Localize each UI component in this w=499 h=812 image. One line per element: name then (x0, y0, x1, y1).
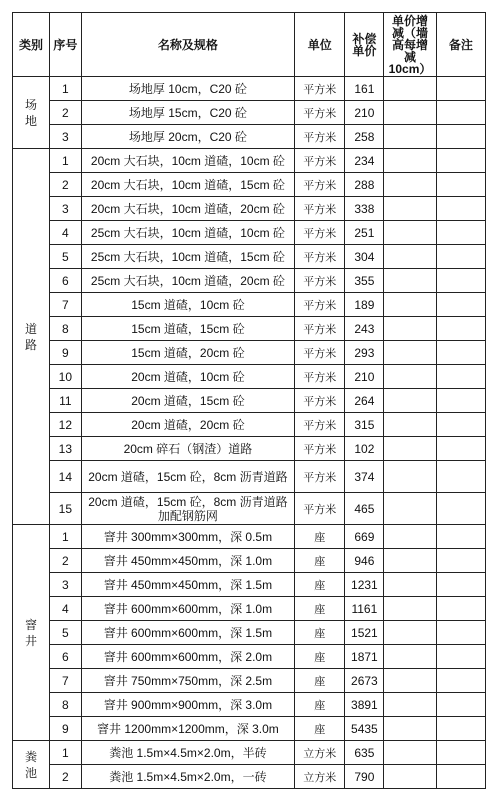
seq-cell: 11 (49, 389, 81, 413)
remark-cell (436, 389, 485, 413)
adjust-cell (384, 413, 436, 437)
remark-cell (436, 413, 485, 437)
price-cell: 669 (345, 525, 384, 549)
seq-cell: 9 (49, 341, 81, 365)
adjust-cell (384, 173, 436, 197)
table-row (13, 317, 486, 341)
table-row (13, 437, 486, 461)
remark-cell (436, 437, 485, 461)
table-row (13, 549, 486, 573)
price-cell: 210 (345, 101, 384, 125)
adjust-cell (384, 77, 436, 101)
spec-cell: 窨井 600mm×600mm，深 2.0m (81, 645, 294, 669)
price-cell: 465 (345, 493, 384, 525)
spec-cell: 20cm 大石块，10cm 道碴，15cm 砼 (81, 173, 294, 197)
spec-cell: 20cm 大石块，10cm 道碴，10cm 砼 (81, 149, 294, 173)
spec-cell: 15cm 道碴，10cm 砼 (81, 293, 294, 317)
spec-cell: 窨井 1200mm×1200mm，深 3.0m (81, 717, 294, 741)
table-row (13, 341, 486, 365)
spec-cell: 窨井 300mm×300mm，深 0.5m (81, 525, 294, 549)
spec-cell: 场地厚 20cm，C20 砼 (81, 125, 294, 149)
adjust-cell (384, 317, 436, 341)
seq-cell: 1 (49, 525, 81, 549)
adjust-cell (384, 717, 436, 741)
remark-cell (436, 597, 485, 621)
seq-cell: 13 (49, 437, 81, 461)
remark-cell (436, 245, 485, 269)
adjust-cell (384, 341, 436, 365)
spec-cell: 20cm 道碴，20cm 砼 (81, 413, 294, 437)
category-cell: 粪池 (13, 741, 50, 789)
unit-cell: 座 (295, 693, 345, 717)
adjust-cell (384, 125, 436, 149)
adjust-cell (384, 221, 436, 245)
spec-cell: 粪池 1.5m×4.5m×2.0m，一砖 (81, 765, 294, 789)
table-row (13, 125, 486, 149)
seq-cell: 7 (49, 669, 81, 693)
remark-cell (436, 765, 485, 789)
remark-cell (436, 365, 485, 389)
adjust-cell (384, 693, 436, 717)
remark-cell (436, 221, 485, 245)
spec-cell: 窨井 450mm×450mm，深 1.5m (81, 573, 294, 597)
unit-cell: 座 (295, 669, 345, 693)
unit-cell: 平方米 (295, 269, 345, 293)
remark-cell (436, 173, 485, 197)
unit-cell: 平方米 (295, 413, 345, 437)
seq-cell: 10 (49, 365, 81, 389)
unit-cell: 平方米 (295, 365, 345, 389)
header-price: 补偿单价 (345, 13, 384, 77)
header-remark: 备注 (436, 13, 485, 77)
unit-cell: 平方米 (295, 197, 345, 221)
adjust-cell (384, 573, 436, 597)
unit-cell: 座 (295, 573, 345, 597)
spec-cell: 15cm 道碴，20cm 砼 (81, 341, 294, 365)
table-row (13, 149, 486, 173)
price-cell: 210 (345, 365, 384, 389)
header-name: 名称及规格 (81, 13, 294, 77)
adjust-cell (384, 621, 436, 645)
category-cell: 场地 (13, 77, 50, 149)
adjust-cell (384, 549, 436, 573)
unit-cell: 平方米 (295, 317, 345, 341)
table-row (13, 365, 486, 389)
adjust-cell (384, 197, 436, 221)
adjust-cell (384, 741, 436, 765)
seq-cell: 8 (49, 693, 81, 717)
spec-cell: 20cm 大石块，10cm 道碴，20cm 砼 (81, 197, 294, 221)
price-cell: 315 (345, 413, 384, 437)
table-row (13, 765, 486, 789)
unit-cell: 座 (295, 525, 345, 549)
remark-cell (436, 197, 485, 221)
spec-cell: 粪池 1.5m×4.5m×2.0m，半砖 (81, 741, 294, 765)
table-row (13, 645, 486, 669)
spec-cell: 20cm 道碴，10cm 砼 (81, 365, 294, 389)
unit-cell: 平方米 (295, 461, 345, 493)
remark-cell (436, 101, 485, 125)
price-cell: 243 (345, 317, 384, 341)
price-cell: 338 (345, 197, 384, 221)
price-cell: 946 (345, 549, 384, 573)
table-body (13, 77, 486, 789)
remark-cell (436, 693, 485, 717)
spec-cell: 25cm 大石块，10cm 道碴，15cm 砼 (81, 245, 294, 269)
adjust-cell (384, 269, 436, 293)
spec-cell: 15cm 道碴，15cm 砼 (81, 317, 294, 341)
unit-cell: 平方米 (295, 149, 345, 173)
spec-cell: 窨井 450mm×450mm，深 1.0m (81, 549, 294, 573)
unit-cell: 座 (295, 597, 345, 621)
remark-cell (436, 317, 485, 341)
table-row (13, 389, 486, 413)
adjust-cell (384, 149, 436, 173)
header-seq: 序号 (49, 13, 81, 77)
adjust-cell (384, 365, 436, 389)
adjust-cell (384, 101, 436, 125)
unit-cell: 座 (295, 645, 345, 669)
price-cell: 3891 (345, 693, 384, 717)
spec-cell: 20cm 道碴，15cm 砼，8cm 沥青道路 (81, 461, 294, 493)
seq-cell: 14 (49, 461, 81, 493)
remark-cell (436, 293, 485, 317)
spec-cell: 窨井 750mm×750mm，深 2.5m (81, 669, 294, 693)
unit-cell: 立方米 (295, 741, 345, 765)
adjust-cell (384, 645, 436, 669)
header-category: 类别 (13, 13, 50, 77)
price-cell: 189 (345, 293, 384, 317)
seq-cell: 6 (49, 645, 81, 669)
remark-cell (436, 341, 485, 365)
price-cell: 5435 (345, 717, 384, 741)
remark-cell (436, 621, 485, 645)
table-row (13, 245, 486, 269)
adjust-cell (384, 389, 436, 413)
table-row (13, 221, 486, 245)
adjust-cell (384, 525, 436, 549)
seq-cell: 1 (49, 77, 81, 101)
remark-cell (436, 669, 485, 693)
remark-cell (436, 717, 485, 741)
table-row (13, 461, 486, 493)
table-row (13, 573, 486, 597)
table-row (13, 717, 486, 741)
remark-cell (436, 125, 485, 149)
spec-cell: 25cm 大石块，10cm 道碴，20cm 砼 (81, 269, 294, 293)
unit-cell: 平方米 (295, 173, 345, 197)
unit-cell: 座 (295, 621, 345, 645)
adjust-cell (384, 669, 436, 693)
adjust-cell (384, 245, 436, 269)
unit-cell: 平方米 (295, 101, 345, 125)
spec-cell: 20cm 碎石（钢渣）道路 (81, 437, 294, 461)
unit-cell: 平方米 (295, 77, 345, 101)
table-row (13, 101, 486, 125)
price-cell: 304 (345, 245, 384, 269)
table-row (13, 269, 486, 293)
adjust-cell (384, 293, 436, 317)
price-cell: 264 (345, 389, 384, 413)
unit-cell: 立方米 (295, 765, 345, 789)
header-row (13, 13, 486, 77)
seq-cell: 7 (49, 293, 81, 317)
unit-cell: 平方米 (295, 437, 345, 461)
adjust-cell (384, 437, 436, 461)
table-row (13, 293, 486, 317)
header-adjust: 单价增减（墙高每增减10cm） (384, 13, 436, 77)
seq-cell: 1 (49, 149, 81, 173)
table-row (13, 413, 486, 437)
seq-cell: 3 (49, 197, 81, 221)
adjust-cell (384, 765, 436, 789)
price-cell: 293 (345, 341, 384, 365)
seq-cell: 2 (49, 765, 81, 789)
seq-cell: 4 (49, 597, 81, 621)
unit-cell: 平方米 (295, 341, 345, 365)
unit-cell: 平方米 (295, 389, 345, 413)
unit-cell: 平方米 (295, 493, 345, 525)
seq-cell: 5 (49, 245, 81, 269)
table-row (13, 197, 486, 221)
seq-cell: 2 (49, 173, 81, 197)
price-cell: 1521 (345, 621, 384, 645)
price-cell: 161 (345, 77, 384, 101)
price-cell: 374 (345, 461, 384, 493)
unit-cell: 座 (295, 549, 345, 573)
compensation-price-table (12, 12, 486, 789)
seq-cell: 12 (49, 413, 81, 437)
spec-cell: 场地厚 15cm，C20 砼 (81, 101, 294, 125)
table-row (13, 493, 486, 525)
spec-cell: 窨井 600mm×600mm，深 1.5m (81, 621, 294, 645)
price-cell: 1161 (345, 597, 384, 621)
category-cell: 道路 (13, 149, 50, 525)
unit-cell: 平方米 (295, 221, 345, 245)
unit-cell: 平方米 (295, 293, 345, 317)
table-row (13, 669, 486, 693)
price-cell: 258 (345, 125, 384, 149)
spec-cell: 20cm 道碴，15cm 砼 (81, 389, 294, 413)
unit-cell: 平方米 (295, 245, 345, 269)
table-row (13, 525, 486, 549)
table-row (13, 621, 486, 645)
price-cell: 288 (345, 173, 384, 197)
spec-cell: 场地厚 10cm，C20 砼 (81, 77, 294, 101)
seq-cell: 15 (49, 493, 81, 525)
remark-cell (436, 149, 485, 173)
price-cell: 1871 (345, 645, 384, 669)
spec-cell: 窨井 900mm×900mm，深 3.0m (81, 693, 294, 717)
unit-cell: 座 (295, 717, 345, 741)
remark-cell (436, 77, 485, 101)
table-row (13, 173, 486, 197)
remark-cell (436, 461, 485, 493)
seq-cell: 2 (49, 101, 81, 125)
header-unit: 单位 (295, 13, 345, 77)
spec-cell: 窨井 600mm×600mm，深 1.0m (81, 597, 294, 621)
category-cell: 窨井 (13, 525, 50, 741)
table-row (13, 693, 486, 717)
remark-cell (436, 741, 485, 765)
seq-cell: 9 (49, 717, 81, 741)
adjust-cell (384, 461, 436, 493)
remark-cell (436, 549, 485, 573)
price-cell: 355 (345, 269, 384, 293)
table-row (13, 597, 486, 621)
seq-cell: 5 (49, 621, 81, 645)
table-row (13, 77, 486, 101)
price-cell: 635 (345, 741, 384, 765)
seq-cell: 4 (49, 221, 81, 245)
spec-cell: 20cm 道碴，15cm 砼，8cm 沥青道路加配钢筋网 (81, 493, 294, 525)
price-cell: 1231 (345, 573, 384, 597)
price-cell: 2673 (345, 669, 384, 693)
seq-cell: 3 (49, 573, 81, 597)
remark-cell (436, 493, 485, 525)
table-row (13, 741, 486, 765)
seq-cell: 8 (49, 317, 81, 341)
adjust-cell (384, 493, 436, 525)
remark-cell (436, 269, 485, 293)
spec-cell: 25cm 大石块，10cm 道碴，10cm 砼 (81, 221, 294, 245)
price-cell: 251 (345, 221, 384, 245)
price-cell: 102 (345, 437, 384, 461)
unit-cell: 平方米 (295, 125, 345, 149)
price-cell: 790 (345, 765, 384, 789)
price-cell: 234 (345, 149, 384, 173)
seq-cell: 2 (49, 549, 81, 573)
remark-cell (436, 525, 485, 549)
seq-cell: 1 (49, 741, 81, 765)
adjust-cell (384, 597, 436, 621)
remark-cell (436, 645, 485, 669)
seq-cell: 6 (49, 269, 81, 293)
seq-cell: 3 (49, 125, 81, 149)
remark-cell (436, 573, 485, 597)
